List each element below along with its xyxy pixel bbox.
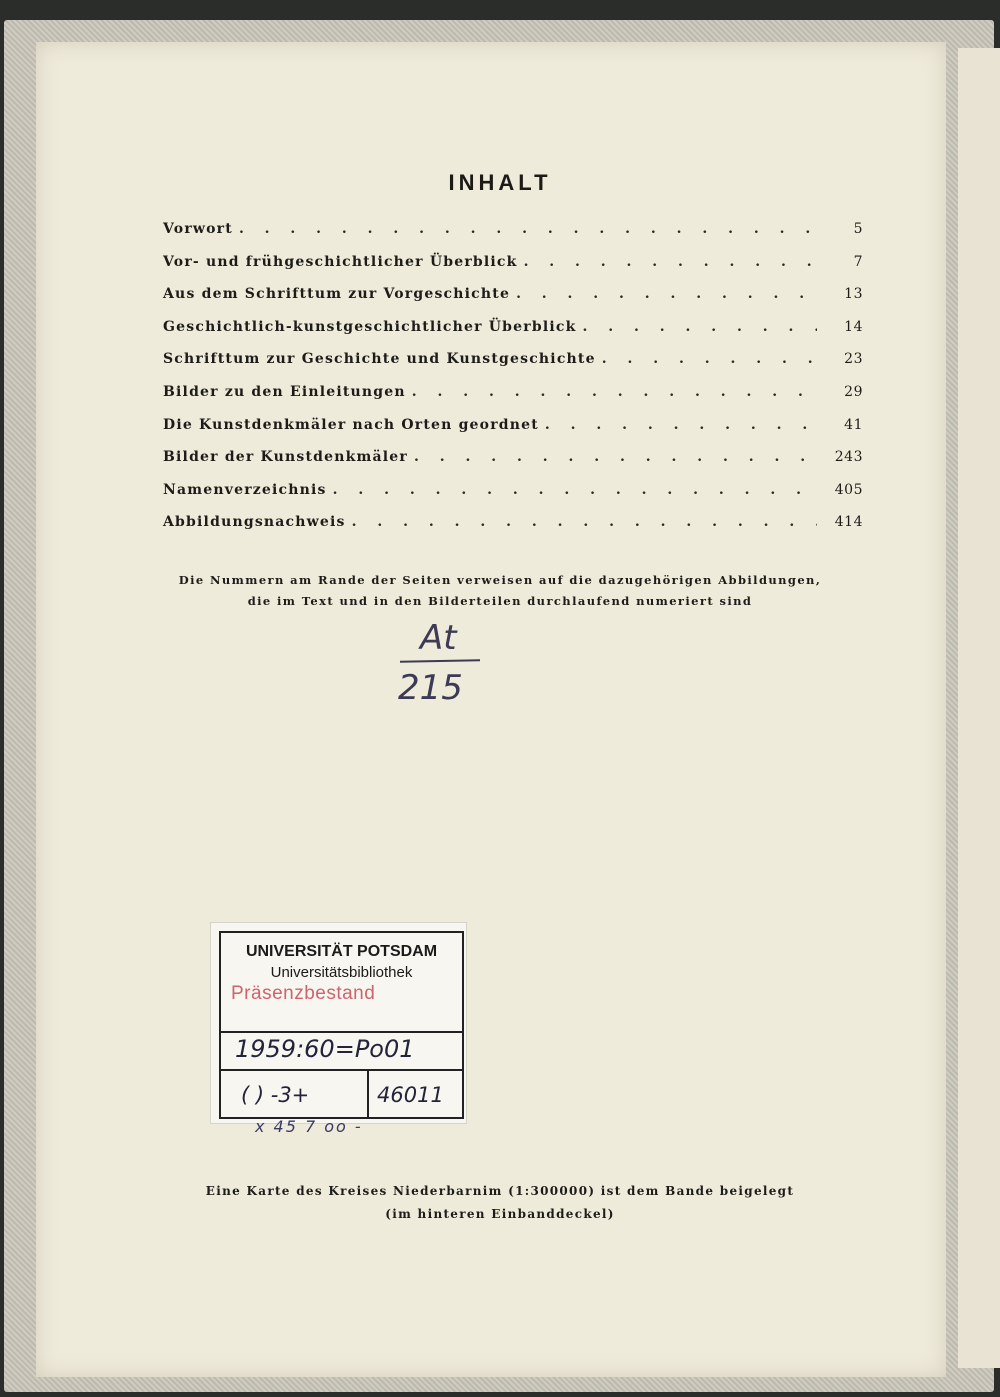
toc-entry (163, 482, 863, 515)
toc-entry-title: Aus dem Schrifttum zur Vorgeschichte (163, 286, 511, 303)
map-note-line: (im hinteren Einbanddeckel) (385, 1207, 615, 1221)
shelfmark-bottom: 215 (398, 668, 463, 708)
figure-numbering-note (0, 570, 1000, 612)
stamp-rule (221, 1069, 462, 1071)
dot-leader (333, 482, 817, 498)
contents-heading: INHALT (448, 170, 552, 195)
toc-entry (163, 417, 863, 450)
toc-entry (163, 254, 863, 287)
toc-entry (163, 286, 863, 319)
toc-entry-page: 23 (844, 351, 863, 368)
toc-entry-page: 414 (834, 514, 863, 531)
table-of-contents (163, 221, 863, 547)
shelfmark-top: At (420, 618, 457, 658)
stamp-cell-right: 46011 (377, 1083, 444, 1107)
toc-entry (163, 351, 863, 384)
toc-entry-title: Die Kunstdenkmäler nach Orten geordnet (163, 416, 539, 433)
toc-entry-page: 29 (844, 383, 863, 400)
toc-entry-title: Abbildungsnachweis (163, 514, 346, 531)
toc-entry-page: 405 (834, 481, 863, 498)
toc-entry (163, 384, 863, 417)
stamp-rule (221, 1031, 462, 1033)
dot-leader (239, 221, 817, 237)
toc-entry-page: 13 (844, 286, 863, 303)
dot-leader (545, 417, 817, 433)
toc-entry-page: 243 (834, 449, 863, 466)
library-stamp-label (210, 922, 467, 1124)
stamp-signature: 1959:60=Po01 (235, 1035, 415, 1063)
map-note (0, 1180, 1000, 1226)
toc-entry (163, 221, 863, 254)
pencil-note: x 45 7 oo - (255, 1117, 363, 1136)
toc-entry-title: Vorwort (163, 221, 233, 237)
dot-leader (412, 384, 817, 400)
toc-entry-title: Vor- und frühgeschichtlicher Überblick (163, 253, 518, 270)
toc-entry-title: Schrifttum zur Geschichte und Kunstgeschichte (163, 351, 596, 368)
note-line: die im Text und in den Bilderteilen durchlaufend numeriert sind (247, 594, 753, 608)
toc-entry-page: 7 (853, 253, 863, 270)
map-note-line: Eine Karte des Kreises Niederbarnim (1:300000) ist dem Bande beigelegt (205, 1184, 795, 1198)
stamp-library: Universitätsbibliothek (270, 964, 413, 981)
stamp-university: UNIVERSITÄT POTSDAM (245, 943, 438, 960)
toc-entry-page: 5 (853, 221, 863, 237)
dot-leader (516, 286, 817, 302)
toc-entry (163, 449, 863, 482)
dot-leader (583, 319, 818, 335)
note-line: Die Nummern am Rande der Seiten verweisen auf die dazugehörigen Abbildungen, (178, 573, 822, 587)
toc-entry-title: Bilder zu den Einleitungen (163, 383, 406, 400)
dot-leader (414, 449, 817, 465)
stamp-reference-status: Präsenzbestand (231, 983, 376, 1004)
next-page-edge (958, 48, 1000, 1368)
stamp-frame (219, 931, 464, 1119)
toc-entry (163, 319, 863, 352)
dot-leader (602, 351, 817, 367)
toc-entry-page: 14 (844, 318, 863, 335)
toc-entry-title: Bilder der Kunstdenkmäler (163, 449, 408, 466)
toc-entry-title: Geschichtlich-kunstgeschichtlicher Überblick (163, 318, 577, 335)
toc-entry (163, 514, 863, 547)
toc-entry-title: Namenverzeichnis (163, 481, 327, 498)
dot-leader (352, 514, 817, 530)
toc-entry-page: 41 (844, 416, 863, 433)
stamp-cell-divider (367, 1069, 369, 1117)
stamp-cell-left: ( ) -3+ (241, 1083, 310, 1107)
dot-leader (524, 254, 817, 270)
